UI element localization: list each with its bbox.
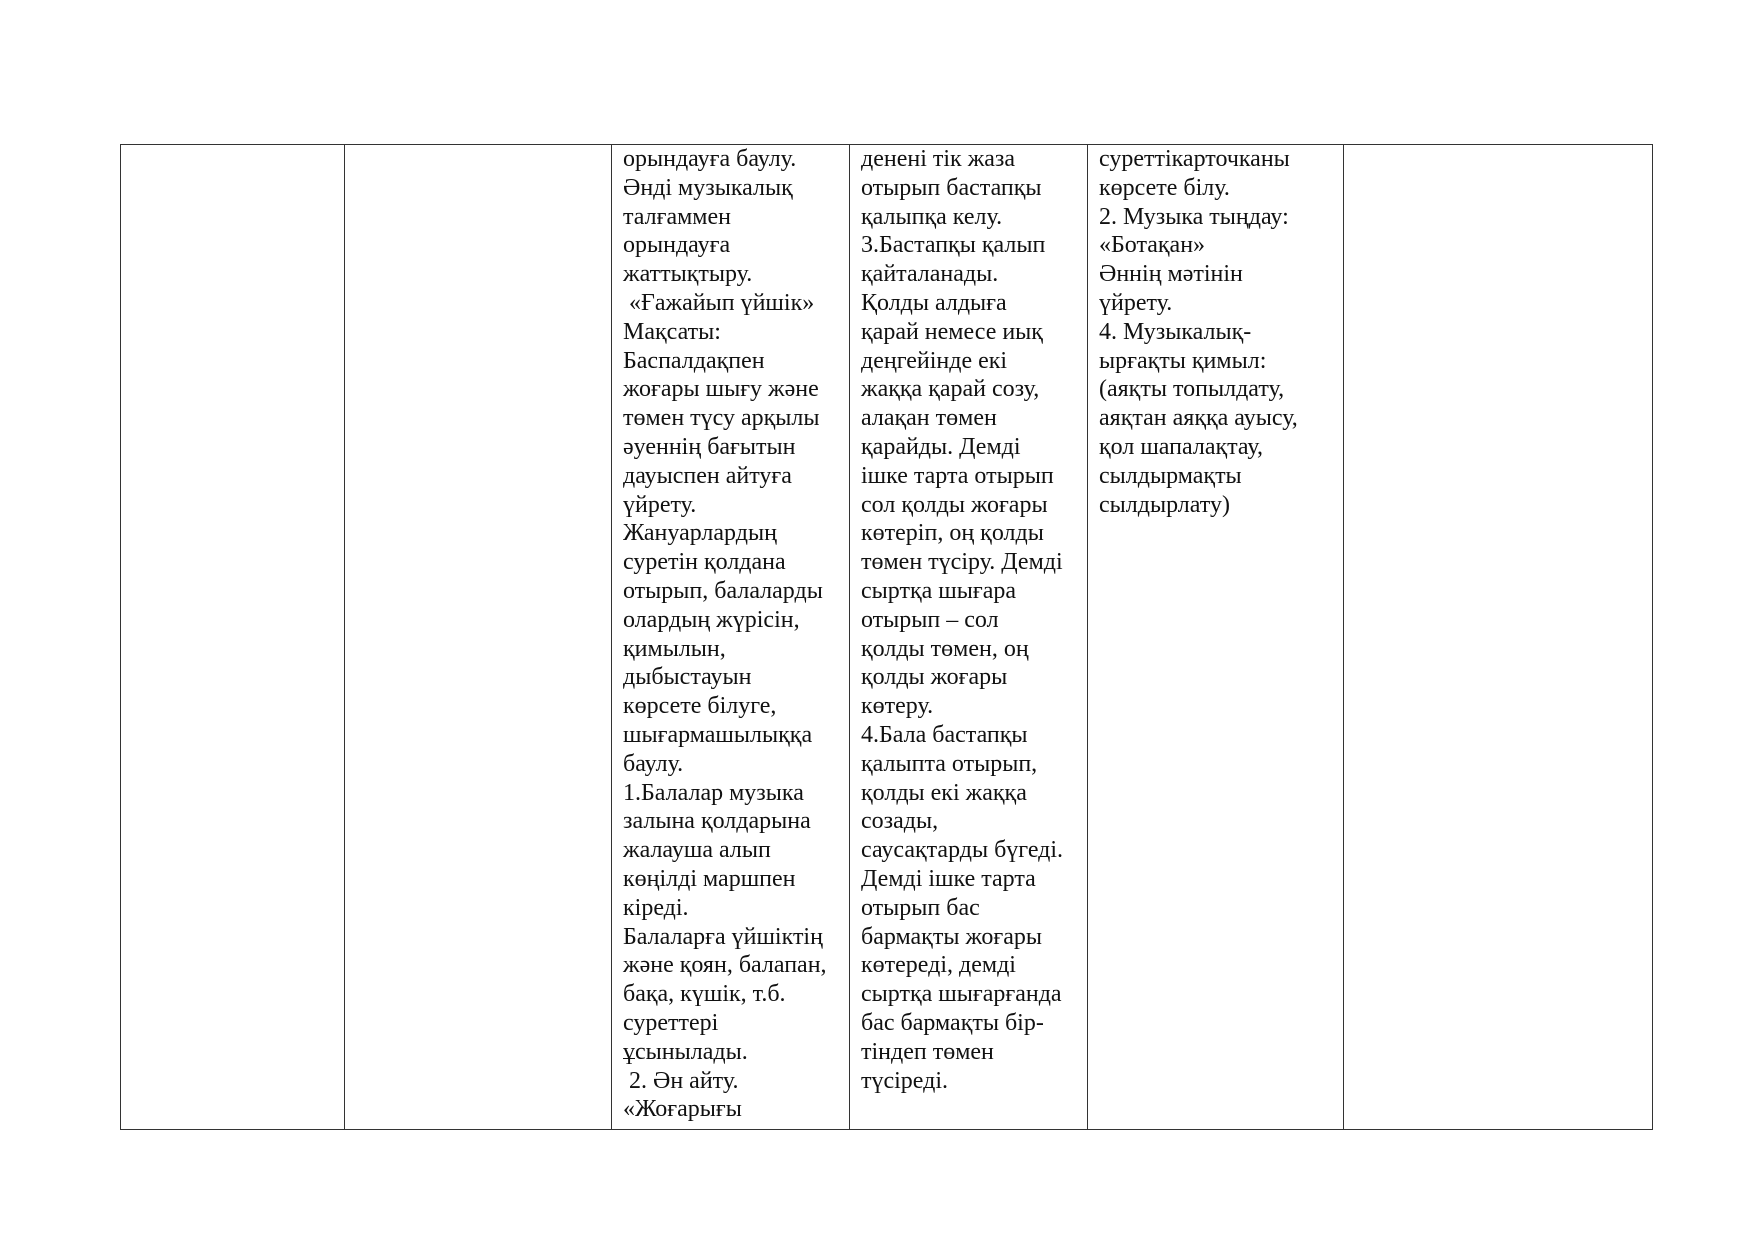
table-cell-col6 [1344, 145, 1653, 1130]
lesson-plan-table [120, 144, 1653, 1130]
table-cell-col4 [850, 145, 1088, 1130]
cell-text-col5: суреттікарточканы көрсете білу. 2. Музыка тыңдау: «Ботақан» Әннің мәтінін үйрету. 4. Музыкалық- ырғақты қимыл: (аяқты топылдату, аяқтан аяққа ауысу, қол шапалақтау, сылдырмақты сылдырлату) [1099, 146, 1298, 518]
cell-text-col4: денені тік жаза отырып бастапқы қалыпқа келу. 3.Бастапқы қалып қайталанады. Қолды алдыға қарай немесе иық деңгейінде екі жаққа қарай созу, алақан төмен қарайды. Демді ішке тарта отырып сол қолды жоғары көтеріп, оң қолды төмен түсіру. Демді сыртқа шығара отырып – сол қолды төмен, оң қолды жоғары көтеру. 4.Бала бастапқы қалыпта отырып, қолды екі жаққа созады, саусақтарды бүгеді. Демді ішке тарта отырып бас бармақты жоғары көтереді, демді сыртқа шығарғанда бас бармақты бір- тіндеп төмен түсіреді. [861, 146, 1064, 1094]
table-cell-col2 [345, 145, 612, 1130]
table-cell-col1 [121, 145, 345, 1130]
table-row [121, 145, 1653, 1130]
table-cell-col3 [612, 145, 850, 1130]
table-cell-col5 [1088, 145, 1344, 1130]
cell-text-col3: орындауға баулу. Әнді музыкалық талғаммен орындауға жаттықтыру. «Ғажайып үйшік» Мақсаты: Баспалдақпен жоғары шығу және төмен түсу арқылы әуеннің бағытын дауыспен айтуға үйрету. Жануарлардың суретін қолдана отырып, балаларды олардың жүрісін, қимылын, дыбыстауын көрсете білуге, шығармашылыққа баулу. 1.Балалар музыка залына қолдарына жалауша алып көңілді маршпен кіреді. Балаларға үйшіктің және қоян, балапан, бақа, күшік, т.б. суреттері ұсынылады. 2. Ән айту. «Жоғарығы [623, 146, 827, 1123]
